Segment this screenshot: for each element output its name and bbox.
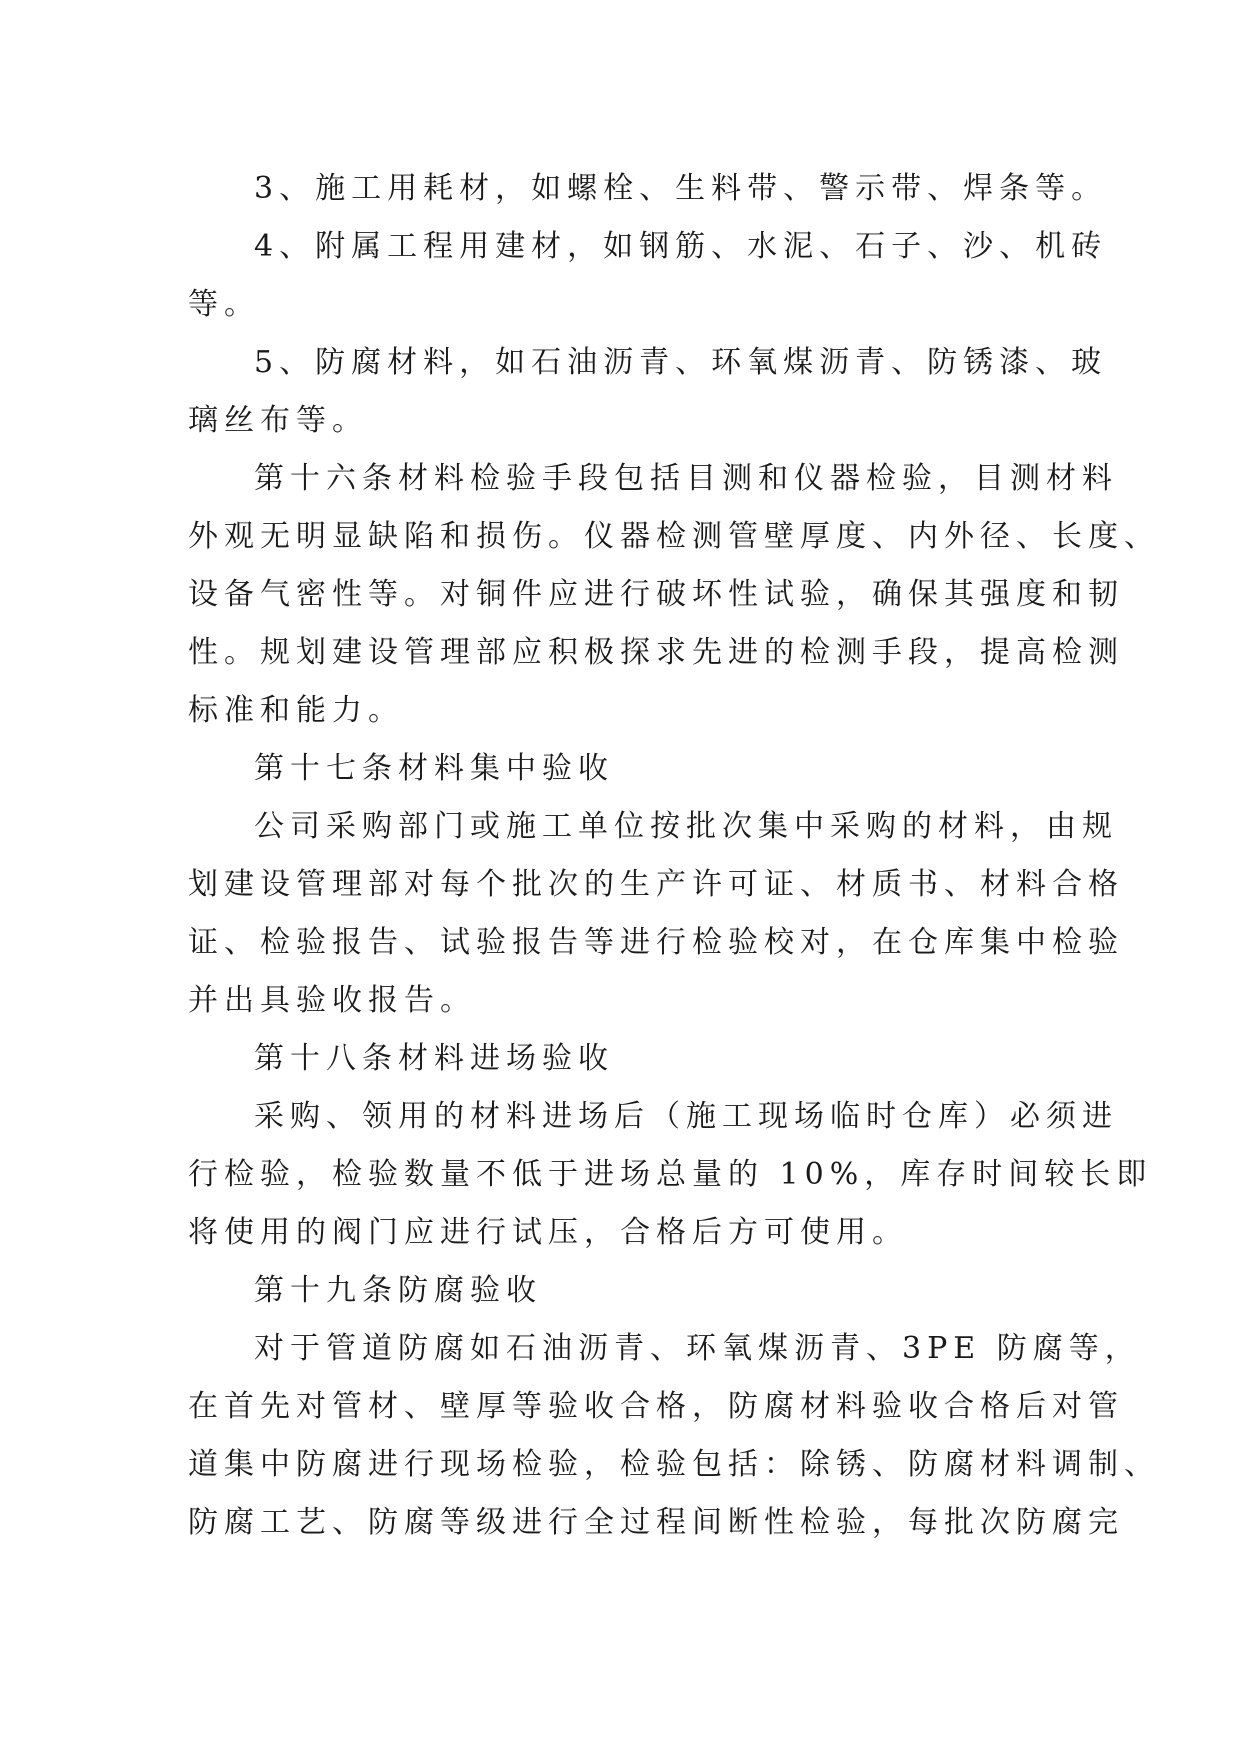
text-line: 公司采购部门或施工单位按批次集中采购的材料，由规 [254,809,1118,844]
text-line: 道集中防腐进行现场检验，检验包括：除锈、防腐材料调制、 [188,1447,1160,1482]
section-heading: 第十七条材料集中验收 [254,751,614,786]
text-line: 外观无明显缺陷和损伤。仪器检测管壁厚度、内外径、长度、 [188,519,1160,554]
text-line: 设备气密性等。对铜件应进行破坏性试验，确保其强度和韧 [188,577,1124,612]
text-line: 4、附属工程用建材，如钢筋、水泥、石子、沙、机砖 [254,229,1108,264]
section-heading: 第十八条材料进场验收 [254,1041,614,1076]
text-line: 等。 [188,287,260,322]
section-heading: 第十九条防腐验收 [254,1273,542,1308]
text-line: 并出具验收报告。 [188,983,476,1018]
text-line: 标准和能力。 [188,693,404,728]
text-line: 对于管道防腐如石油沥青、环氧煤沥青、3PE 防腐等， [254,1331,1141,1366]
text-line: 性。规划建设管理部应积极探求先进的检测手段，提高检测 [188,635,1124,670]
text-line: 将使用的阀门应进行试压，合格后方可使用。 [188,1215,908,1250]
text-line: 在首先对管材、壁厚等验收合格，防腐材料验收合格后对管 [188,1389,1124,1424]
text-line: 行检验，检验数量不低于进场总量的 10%，库存时间较长即 [188,1157,1153,1192]
text-line: 划建设管理部对每个批次的生产许可证、材质书、材料合格 [188,867,1124,902]
text-line: 采购、领用的材料进场后（施工现场临时仓库）必须进 [254,1099,1118,1134]
text-line: 证、检验报告、试验报告等进行检验校对，在仓库集中检验 [188,925,1124,960]
text-line: 防腐工艺、防腐等级进行全过程间断性检验，每批次防腐完 [188,1505,1124,1540]
text-line: 第十六条材料检验手段包括目测和仪器检验，目测材料 [254,461,1118,496]
text-line: 璃丝布等。 [188,403,368,438]
document-body [188,160,1160,1552]
text-line: 5、防腐材料，如石油沥青、环氧煤沥青、防锈漆、玻 [254,345,1108,380]
text-line: 3、施工用耗材，如螺栓、生料带、警示带、焊条等。 [254,171,1108,206]
